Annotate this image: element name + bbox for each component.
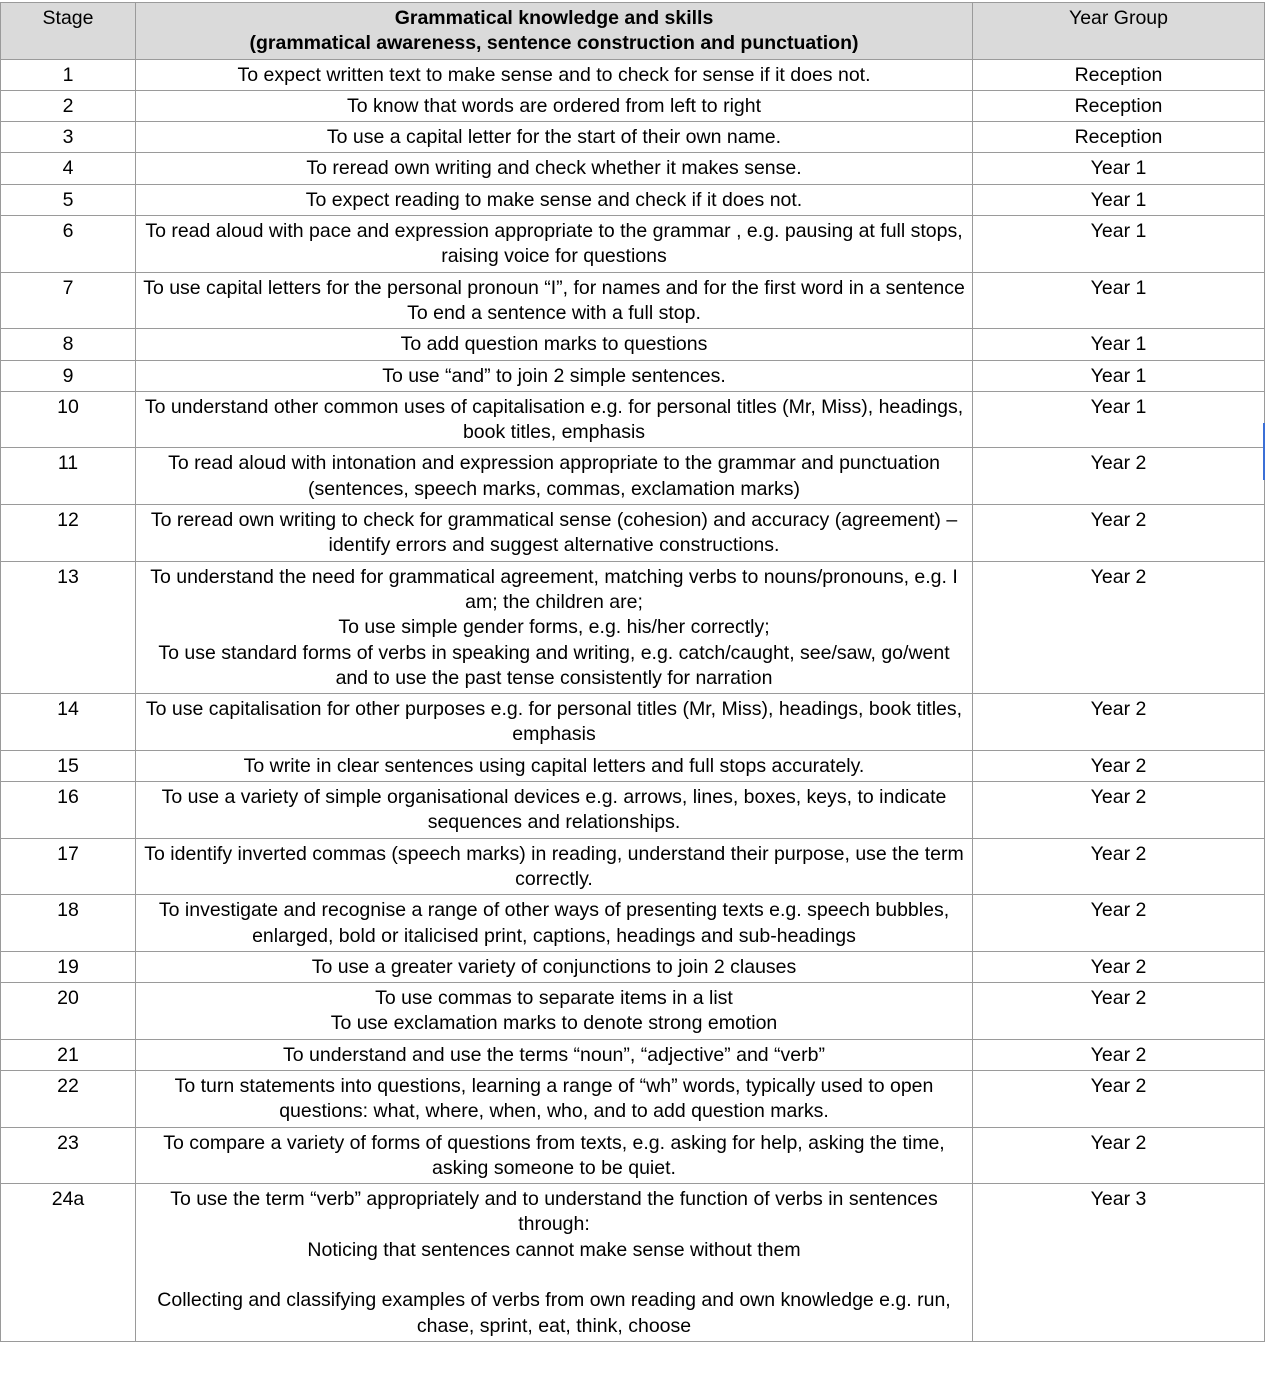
skills-cell — [136, 951, 973, 982]
grammar-skills-table — [0, 2, 1265, 1342]
year-group-cell: Year 2 — [973, 1070, 1265, 1127]
stage-cell: 21 — [1, 1039, 136, 1070]
year-group-cell: Year 2 — [973, 1127, 1265, 1184]
stage-cell: 3 — [1, 122, 136, 153]
skills-line: To expect reading to make sense and check if it does not. — [305, 188, 803, 211]
stage-cell: 7 — [1, 272, 136, 329]
year-group-cell: Year 1 — [973, 329, 1265, 360]
skills-line: To use simple gender forms, e.g. his/her correctly; — [338, 616, 770, 639]
skills-cell — [136, 448, 973, 505]
stage-cell: 14 — [1, 694, 136, 751]
table-row — [1, 951, 1265, 982]
skills-cell — [136, 391, 973, 448]
stage-cell: 24a — [1, 1184, 136, 1342]
stage-cell: 11 — [1, 448, 136, 505]
table-row — [1, 153, 1265, 184]
skills-cell — [136, 895, 973, 952]
skills-line: To identify inverted commas (speech marks) in reading, understand their purpose, use the term correctly. — [144, 842, 964, 890]
year-group-cell: Year 2 — [973, 895, 1265, 952]
skills-line: To add question marks to questions — [400, 333, 708, 356]
table-row — [1, 90, 1265, 121]
skills-line: To use a greater variety of conjunctions to join 2 clauses — [311, 955, 797, 978]
table-row — [1, 1184, 1265, 1342]
table-row — [1, 505, 1265, 562]
skills-cell — [136, 329, 973, 360]
skills-cell — [136, 272, 973, 329]
skills-line: To use a variety of simple organisational devices e.g. arrows, lines, boxes, keys, to indicate sequences and relationships. — [161, 786, 947, 834]
table-row — [1, 561, 1265, 693]
skills-cell — [136, 216, 973, 273]
year-group-cell: Year 2 — [973, 694, 1265, 751]
skills-cell — [136, 1127, 973, 1184]
year-group-cell: Year 1 — [973, 272, 1265, 329]
table-row — [1, 1070, 1265, 1127]
skills-line: To understand and use the terms “noun”, “adjective” and “verb” — [283, 1043, 825, 1066]
skills-line: To reread own writing and check whether it makes sense. — [306, 157, 802, 180]
year-group-cell: Year 2 — [973, 505, 1265, 562]
skills-line: To end a sentence with a full stop. — [407, 301, 701, 324]
table-row — [1, 983, 1265, 1040]
stage-cell: 17 — [1, 838, 136, 895]
skills-header-subtitle: (grammatical awareness, sentence construction and punctuation) — [249, 32, 859, 55]
stage-cell: 5 — [1, 184, 136, 215]
skills-line: To compare a variety of forms of questions from texts, e.g. asking for help, asking the time, asking someone to be quiet. — [163, 1131, 945, 1179]
skills-blank-line — [140, 1263, 968, 1288]
table-row — [1, 272, 1265, 329]
skills-cell — [136, 1070, 973, 1127]
skills-cell — [136, 694, 973, 751]
skills-line: To use the term “verb” appropriately and to understand the function of verbs in sentences through: — [170, 1188, 938, 1236]
stage-cell: 20 — [1, 983, 136, 1040]
skills-cell — [136, 59, 973, 90]
skills-column-header — [136, 3, 973, 60]
stage-cell: 1 — [1, 59, 136, 90]
stage-cell: 23 — [1, 1127, 136, 1184]
skills-line: To use a capital letter for the start of their own name. — [326, 126, 782, 149]
stage-cell: 2 — [1, 90, 136, 121]
year-group-cell: Year 1 — [973, 184, 1265, 215]
year-group-cell: Year 2 — [973, 750, 1265, 781]
stage-cell: 18 — [1, 895, 136, 952]
skills-line: To use commas to separate items in a list — [375, 987, 733, 1010]
skills-cell — [136, 1039, 973, 1070]
skills-line: To use capitalisation for other purposes e.g. for personal titles (Mr, Miss), headings, book titles, emphasis — [145, 698, 963, 746]
stage-cell: 10 — [1, 391, 136, 448]
skills-cell — [136, 90, 973, 121]
year-group-cell: Year 2 — [973, 983, 1265, 1040]
skills-line: Collecting and classifying examples of verbs from own reading and own knowledge e.g. run, chase, sprint, eat, think, choose — [157, 1289, 951, 1337]
skills-line: To expect written text to make sense and to check for sense if it does not. — [237, 63, 871, 86]
skills-line: To read aloud with pace and expression appropriate to the grammar , e.g. pausing at full stops, raising voice for questions — [145, 220, 963, 268]
table-row — [1, 694, 1265, 751]
skills-line: To use standard forms of verbs in speaking and writing, e.g. catch/caught, see/saw, go/went and to use the past tense consistently for narration — [158, 641, 950, 689]
year-group-cell: Year 2 — [973, 838, 1265, 895]
skills-line: To know that words are ordered from left to right — [346, 94, 762, 117]
year-group-column-header: Year Group — [973, 3, 1265, 60]
skills-cell — [136, 983, 973, 1040]
year-group-cell: Year 2 — [973, 1039, 1265, 1070]
year-group-cell: Year 3 — [973, 1184, 1265, 1342]
stage-cell: 15 — [1, 750, 136, 781]
skills-line: Noticing that sentences cannot make sense without them — [307, 1238, 801, 1261]
table-row — [1, 750, 1265, 781]
skills-line: To write in clear sentences using capital letters and full stops accurately. — [243, 754, 865, 777]
year-group-cell: Reception — [973, 122, 1265, 153]
table-row — [1, 184, 1265, 215]
table-row — [1, 216, 1265, 273]
table-row — [1, 782, 1265, 839]
skills-cell — [136, 782, 973, 839]
table-row — [1, 360, 1265, 391]
skills-cell — [136, 360, 973, 391]
year-group-cell: Year 1 — [973, 216, 1265, 273]
skills-line: To turn statements into questions, learning a range of “wh” words, typically used to open questions: what, where, when, who, and to add question marks. — [174, 1074, 934, 1123]
skills-line: To reread own writing to check for grammatical sense (cohesion) and accuracy (agreement) – identify errors and suggest alternative constructions. — [150, 509, 958, 557]
table-row — [1, 59, 1265, 90]
stage-cell: 16 — [1, 782, 136, 839]
table-row — [1, 838, 1265, 895]
table-row — [1, 1039, 1265, 1070]
cell-selection-edge — [1263, 423, 1265, 480]
stage-cell: 9 — [1, 360, 136, 391]
skills-cell — [136, 505, 973, 562]
skills-cell — [136, 153, 973, 184]
skills-line: To read aloud with intonation and expression appropriate to the grammar and punctuation (sentences, speech marks, commas, exclamation marks) — [168, 452, 940, 500]
stage-cell: 12 — [1, 505, 136, 562]
year-group-cell: Reception — [973, 90, 1265, 121]
stage-cell: 8 — [1, 329, 136, 360]
skills-line: To understand the need for grammatical agreement, matching verbs to nouns/pronouns, e.g. I am; the children are; — [150, 565, 958, 613]
year-group-cell: Year 1 — [973, 391, 1265, 448]
stage-cell: 4 — [1, 153, 136, 184]
year-group-cell: Year 2 — [973, 448, 1265, 505]
year-group-cell: Year 2 — [973, 561, 1265, 693]
skills-cell — [136, 750, 973, 781]
skills-cell — [136, 184, 973, 215]
stage-cell: 19 — [1, 951, 136, 982]
skills-cell — [136, 122, 973, 153]
table-row — [1, 391, 1265, 448]
skills-line: To investigate and recognise a range of other ways of presenting texts e.g. speech bubbles, enlarged, bold or italicised print, captions, headings and sub-headings — [158, 899, 950, 947]
skills-line: To use exclamation marks to denote strong emotion — [330, 1012, 778, 1035]
header-row — [1, 3, 1265, 60]
year-group-cell: Year 1 — [973, 360, 1265, 391]
stage-cell: 22 — [1, 1070, 136, 1127]
table-row — [1, 329, 1265, 360]
skills-line: To use capital letters for the personal pronoun “I”, for names and for the first word in a sentence — [143, 276, 965, 299]
year-group-cell: Year 1 — [973, 153, 1265, 184]
year-group-cell: Year 2 — [973, 951, 1265, 982]
table-row — [1, 1127, 1265, 1184]
skills-cell — [136, 561, 973, 693]
skills-cell — [136, 1184, 973, 1342]
year-group-cell: Year 2 — [973, 782, 1265, 839]
stage-cell: 6 — [1, 216, 136, 273]
skills-line: To understand other common uses of capitalisation e.g. for personal titles (Mr, Miss), headings, book titles, emphasis — [144, 395, 964, 444]
table-row — [1, 448, 1265, 505]
stage-cell: 13 — [1, 561, 136, 693]
stage-column-header: Stage — [1, 3, 136, 60]
table-row — [1, 895, 1265, 952]
year-group-cell: Reception — [973, 59, 1265, 90]
table-row — [1, 122, 1265, 153]
skills-header-title: Grammatical knowledge and skills — [394, 7, 714, 29]
skills-cell — [136, 838, 973, 895]
skills-line: To use “and” to join 2 simple sentences. — [382, 364, 726, 387]
